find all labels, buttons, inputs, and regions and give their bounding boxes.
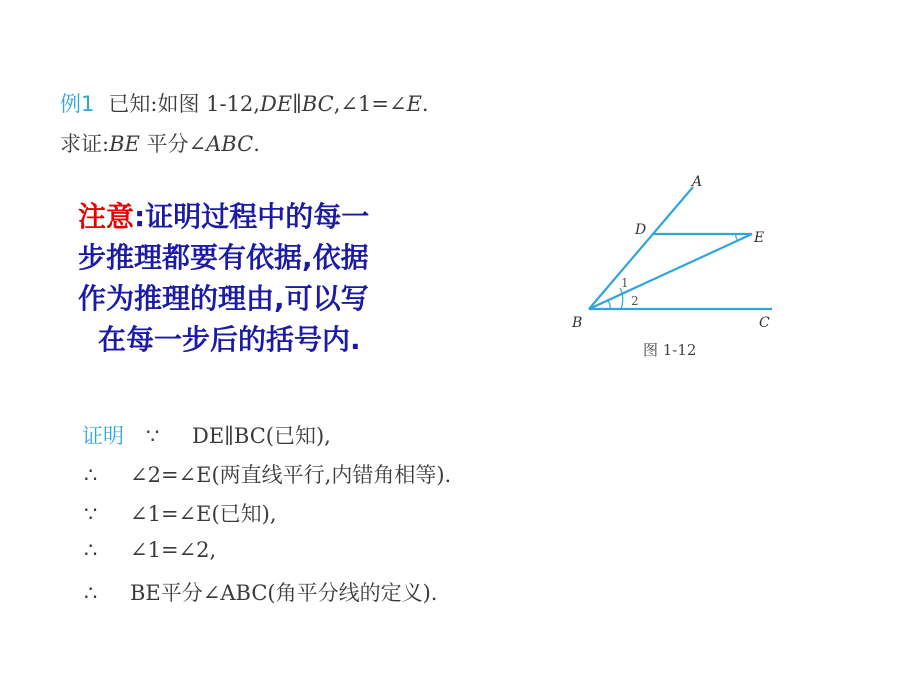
label-e: E <box>754 230 765 246</box>
proof-text: BE平分∠ABC(角平分线的定义). <box>130 581 438 605</box>
given-prefix: 已知:如图 1-12, <box>108 92 260 116</box>
label-c: C <box>759 315 770 331</box>
parallel-symbol: ∥ <box>292 92 302 116</box>
note-box <box>78 196 458 360</box>
example-statement <box>60 88 429 118</box>
proof-text: ∠1=∠2, <box>130 538 217 562</box>
angle-arc-2 <box>608 301 610 309</box>
proof-step-5 <box>84 577 437 607</box>
proof-step-4 <box>84 538 216 562</box>
prove-end: . <box>253 132 260 156</box>
proof-step-2 <box>84 459 451 489</box>
proof-step-1 <box>82 420 331 450</box>
label-a: A <box>692 174 703 190</box>
segment-bc: BC <box>301 92 334 116</box>
prove-middle: 平分∠ <box>139 132 207 156</box>
therefore-symbol: ∴ <box>84 538 98 562</box>
prove-statement <box>60 128 260 158</box>
proof-step-3 <box>84 498 277 528</box>
label-angle-1: 1 <box>621 276 629 290</box>
note-line-1: 注意:证明过程中的每一 <box>78 200 370 233</box>
because-symbol: ∵ <box>146 424 160 448</box>
proof-text: ∠2=∠E(两直线平行,内错角相等). <box>130 463 452 487</box>
therefore-symbol: ∴ <box>84 463 98 487</box>
given-suffix: ,∠1=∠ <box>333 92 407 116</box>
note-line-4: 在每一步后的括号内. <box>98 323 361 356</box>
line-be <box>589 234 752 309</box>
angle-e: E <box>406 92 422 116</box>
therefore-symbol: ∴ <box>84 581 98 605</box>
geometry-figure <box>560 165 800 340</box>
example-tag: 例1 <box>60 92 95 116</box>
segment-be: BE <box>109 132 140 156</box>
note-line-3: 作为推理的理由,可以写 <box>78 282 369 315</box>
angle-arc-1 <box>620 288 623 309</box>
proof-tag: 证明 <box>82 424 124 448</box>
because-symbol: ∵ <box>84 502 98 526</box>
figure-caption: 图 1-12 <box>643 341 697 359</box>
label-d: D <box>635 222 647 238</box>
proof-text: DE∥BC(已知), <box>192 424 331 448</box>
label-b: B <box>572 315 583 331</box>
label-angle-2: 2 <box>631 294 639 308</box>
given-end: . <box>421 92 429 116</box>
angle-abc: ABC <box>206 132 254 156</box>
ray-ba <box>589 187 693 309</box>
segment-de: DE <box>259 92 293 116</box>
note-label: 注意 <box>78 200 135 233</box>
prove-prefix: 求证: <box>60 132 110 156</box>
note-line-2: 步推理都要有依据,依据 <box>78 241 369 274</box>
proof-text: ∠1=∠E(已知), <box>130 502 277 526</box>
